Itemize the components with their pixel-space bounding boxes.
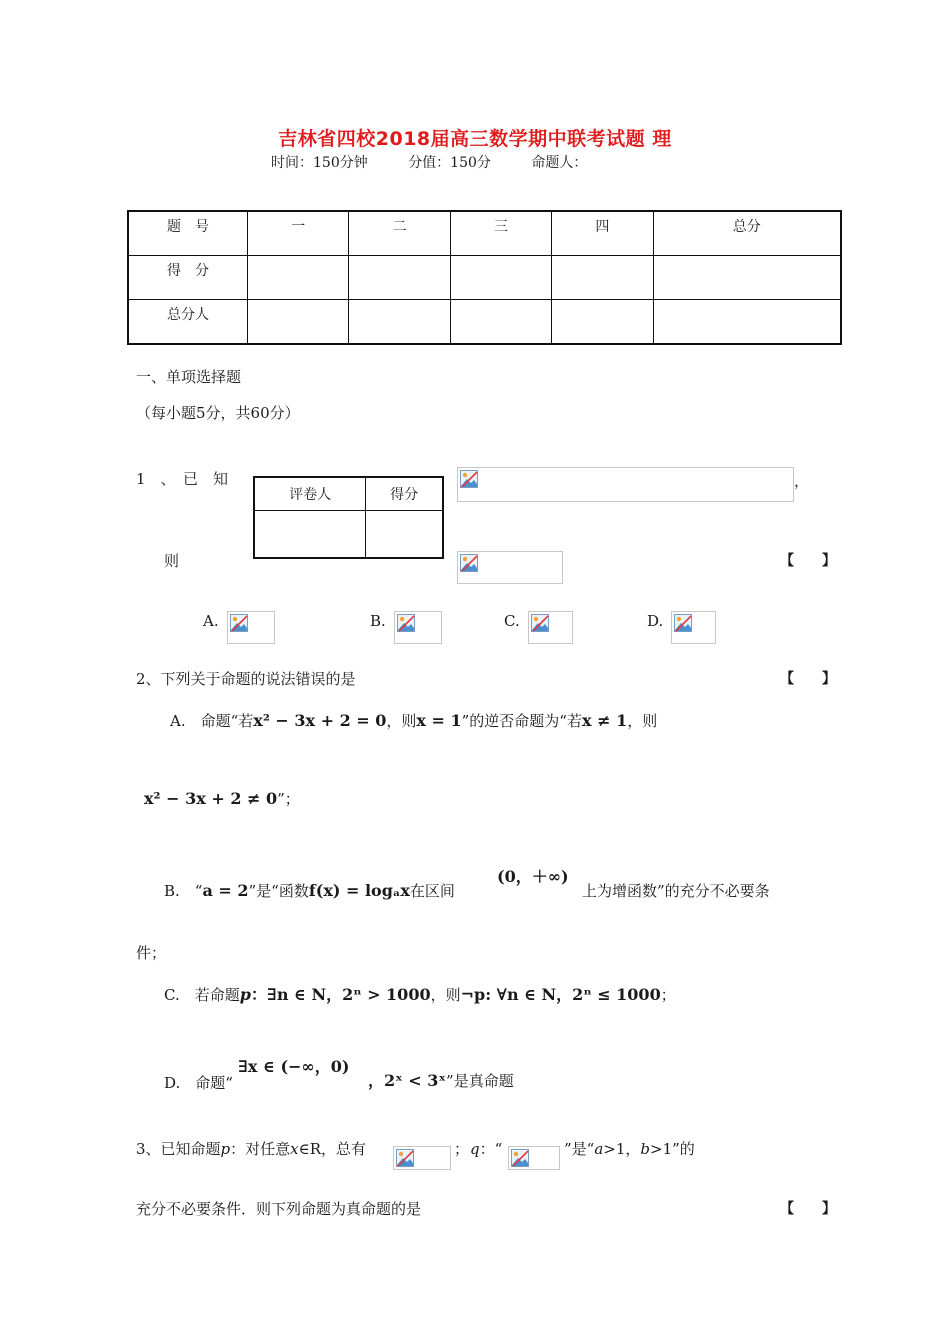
- broken-image-icon: [674, 614, 692, 632]
- q2-option-b-tail: 上为增函数”的充分不必要条: [582, 882, 770, 900]
- answer-bracket: 【 】: [780, 1201, 836, 1217]
- score-table-header-cell: 二: [349, 211, 450, 256]
- score-table-header-row: [128, 211, 841, 256]
- grader-label: 评卷人: [254, 477, 366, 511]
- score-cell: [349, 256, 450, 300]
- q2-option-b-cont: 件；: [136, 944, 167, 962]
- q2-option-b: B. “a = 2”是“函数f(x) = logₐx在区间: [164, 881, 455, 900]
- math-expression: ，2ˣ < 3ˣ: [368, 1071, 447, 1090]
- exam-meta: [271, 152, 623, 172]
- q2-option-a-cont: x² − 3x + 2 ≠ 0”；: [144, 789, 300, 808]
- score-table-header-cell: 四: [552, 211, 653, 256]
- math-expression: ∃x ∈ (−∞，0): [238, 1057, 350, 1076]
- score-cell: [552, 256, 653, 300]
- section-note: （每小题5分，共60分）: [136, 404, 300, 422]
- option-c-image: [528, 611, 573, 644]
- q2-stem: 2、下列关于命题的说法错误的是: [136, 670, 356, 688]
- math-expression: (0，＋∞): [497, 867, 569, 886]
- broken-image-icon: [397, 614, 415, 632]
- q1-prefix: 1 、 已 知: [136, 470, 229, 488]
- score-cell: [248, 300, 349, 345]
- score-table: [127, 210, 842, 345]
- broken-image-icon: [531, 614, 549, 632]
- formula-image: [393, 1146, 451, 1170]
- q1-then: 则: [164, 552, 180, 570]
- score-cell: [552, 300, 653, 345]
- exam-author: 命题人：: [531, 155, 588, 171]
- broken-image-icon: [460, 554, 478, 572]
- option-c-label: C.: [504, 612, 520, 630]
- broken-image-icon: [230, 614, 248, 632]
- math-expression: x² − 3x + 2 ≠ 0: [144, 789, 278, 808]
- q2-option-d-tail: ，2ˣ < 3ˣ”是真命题: [368, 1071, 514, 1090]
- grader-cell: [254, 511, 366, 559]
- score-cell: [248, 256, 349, 300]
- math-expression: ¬p: ∀n ∈ N，2ⁿ ≤ 1000: [460, 985, 661, 1004]
- math-expression: ：∃n ∈ N，2ⁿ > 1000: [250, 985, 431, 1004]
- score-table-header-cell: 一: [248, 211, 349, 256]
- score-cell: [450, 300, 551, 345]
- page-title: 吉林省四校2018届高三数学期中联考试题 理: [278, 128, 672, 150]
- q3-stem-start: 3、已知命题p：对任意x∈R，总有: [136, 1140, 367, 1158]
- q3-stem-q: q：“: [470, 1140, 503, 1158]
- q2-option-d: D. 命题“: [164, 1074, 233, 1092]
- formula-image: [457, 551, 563, 584]
- math-expression: a = 2: [202, 881, 249, 900]
- score-cell: [653, 300, 841, 345]
- math-expression: f(x) = logₐx: [308, 881, 410, 900]
- section-title: 一、单项选择题: [136, 368, 242, 386]
- grader-score-label: 得分: [366, 477, 443, 511]
- answer-bracket: 【 】: [780, 553, 836, 569]
- option-b-label: B.: [370, 612, 386, 630]
- q3-stem-end: ”是“a>1，b>1”的: [564, 1140, 695, 1158]
- math-expression: x = 1: [416, 711, 462, 730]
- score-table-row: [128, 300, 841, 345]
- exam-score: 分值：150分: [408, 155, 491, 171]
- formula-image: [457, 467, 794, 502]
- grader-cell: [366, 511, 443, 559]
- broken-image-icon: [511, 1149, 529, 1167]
- score-cell: [653, 256, 841, 300]
- option-d-label: D.: [647, 612, 664, 630]
- score-table-header-cell: 总分: [653, 211, 841, 256]
- score-table-header-cell: 题 号: [128, 211, 248, 256]
- broken-image-icon: [396, 1149, 414, 1167]
- answer-bracket: 【 】: [780, 671, 836, 687]
- broken-image-icon: [460, 470, 478, 488]
- q3-stem-mid: ；: [454, 1140, 470, 1158]
- grader-row-label: 总分人: [128, 300, 248, 345]
- score-cell: [349, 300, 450, 345]
- math-expression: p: [239, 985, 251, 1004]
- q3-stem-line2: 充分不必要条件．则下列命题为真命题的是: [136, 1200, 422, 1218]
- math-expression: x² − 3x + 2 = 0: [253, 711, 387, 730]
- score-table-row: [128, 256, 841, 300]
- q1-comma: ，: [794, 472, 810, 490]
- grader-box: [253, 476, 444, 559]
- option-a-label: A.: [203, 612, 219, 630]
- score-row-label: 得 分: [128, 256, 248, 300]
- math-expression: x ≠ 1: [581, 711, 628, 730]
- option-d-image: [671, 611, 716, 644]
- score-table-header-cell: 三: [450, 211, 551, 256]
- formula-image: [508, 1146, 560, 1170]
- score-cell: [450, 256, 551, 300]
- exam-time: 时间：150分钟: [271, 155, 368, 171]
- q2-option-a: A. 命题“若x² − 3x + 2 = 0，则x = 1”的逆否命题为“若x ≠ 1，则: [170, 711, 658, 730]
- option-a-image: [227, 611, 275, 644]
- option-b-image: [394, 611, 442, 644]
- q2-option-c: C. 若命题p：∃n ∈ N，2ⁿ > 1000，则¬p: ∀n ∈ N，2ⁿ ≤ 1000；: [164, 985, 676, 1004]
